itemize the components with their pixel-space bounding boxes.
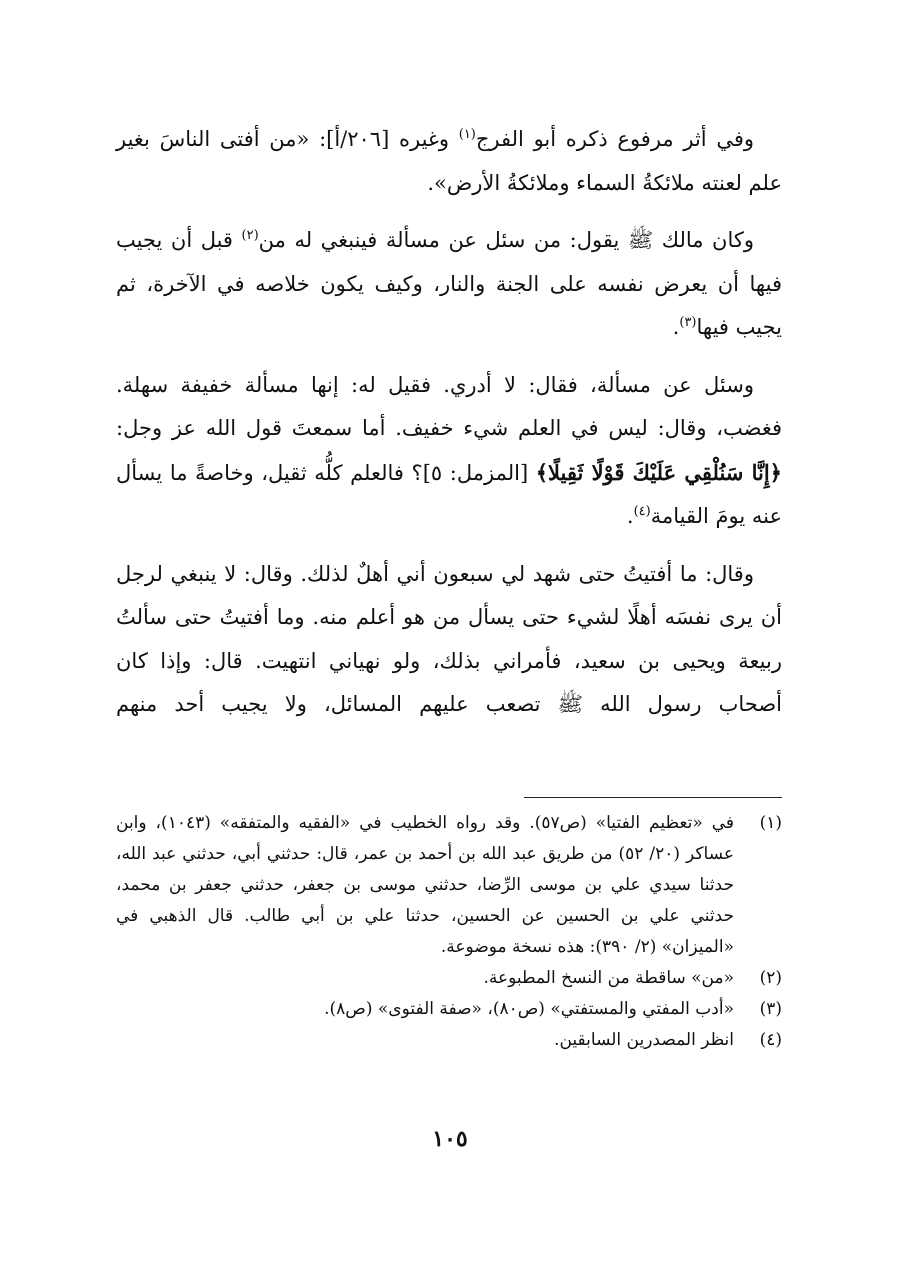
paragraph-4-text: وقال: ما أفتيتُ حتى شهد لي سبعون أني أهلٌ لذلك. وقال: لا ينبغي لرجل أن يرى نفسَه أهلًا لشيء حتى يسأل من هو أعلم منه. وما أفتيتُ حتى سألتُ ربيعة ويحيى بن سعيد، فأمراني بذلك، ولو نهياني انتهيت. قال: وإذا كان أصحاب رسول الله ﷺ تصعب عليهم المسائل، ولا يجيب أحد منهم: [116, 561, 782, 716]
footnote-number: (٣): [759, 999, 782, 1019]
paragraph-3-text-b: [المزمل: ٥]؟ فالعلم كلُّه ثقيل، وخاصةً ما يسأل عنه يومَ القيامة: [116, 460, 782, 528]
paragraph-3-text-a: وسئل عن مسألة، فقال: لا أدري. فقيل له: إنها مسألة خفيفة سهلة. فغضب، وقال: ليس في العلم شيء خفيف. أما سمعتَ قول الله عز وجل:: [116, 372, 782, 440]
paragraph-1-text-b: وغيره [٢٠٦/أ]: «من أفتى الناسَ بغير علم لعنته ملائكةُ السماء وملائكةُ الأرض».: [116, 127, 782, 195]
footnote-number: (١): [759, 813, 782, 833]
paragraph-3: [116, 364, 782, 539]
paragraph-1: [116, 118, 782, 205]
paragraph-3-text-c: .: [626, 504, 634, 528]
paragraph-2-text-a: وكان مالك ﷺ يقول: من سئل عن مسألة فينبغي له من: [258, 228, 754, 252]
footnote-text: «من» ساقطة من النسخ المطبوعة.: [483, 968, 734, 988]
footnote-ref-4: (٤): [633, 504, 651, 519]
paragraph-2: [116, 219, 782, 350]
paragraph-4: [116, 553, 782, 727]
footnote-text: «أدب المفتي والمستفتي» (ص٨٠)، «صفة الفتوى» (ص٨).: [324, 999, 734, 1019]
footnote-3: [116, 994, 782, 1025]
footnotes: [116, 808, 782, 1056]
main-text: [116, 118, 782, 727]
paragraph-2-text-b: قبل أن يجيب فيها أن يعرض نفسه على الجنة والنار، وكيف يكون خلاصه في الآخرة، ثم يجيب فيها: [116, 228, 782, 339]
footnote-text: انظر المصدرين السابقين.: [554, 1030, 734, 1050]
footnote-text: في «تعظيم الفتيا» (ص٥٧). وقد رواه الخطيب في «الفقيه والمتفقه» (١٠٤٣)، وابن عساكر (٢٠/ ٥٢) من طريق عبد الله بن أحمد بن عمر، قال: حدثني أبي، حدثني عبد الله، حدثنا سيدي علي بن موسى الرِّضا، حدثني موسى بن جعفر، حدثني جعفر بن محمد، حدثني علي بن الحسين عن الحسين، حدثنا علي بن أبي طالب. قال الذهبي في «الميزان» (٢/ ٣٩٠): هذه نسخة موضوعة.: [116, 813, 735, 957]
footnote-2: [116, 963, 782, 994]
footnote-4: [116, 1025, 782, 1056]
footnote-ref-2: (٢): [241, 228, 259, 243]
footnote-ref-1: (١): [458, 127, 476, 142]
page-number: ١٠٥: [432, 1126, 468, 1152]
paragraph-1-text-a: وفي أثر مرفوع ذكره أبو الفرج: [475, 127, 755, 151]
footnote-1: [116, 808, 782, 963]
quran-verse: ﴿إِنَّا سَنُلْقِي عَلَيْكَ قَوْلًا ثَقِيلًا﴾: [535, 459, 782, 485]
footnote-number: (٤): [759, 1030, 782, 1050]
footnote-ref-3: (٣): [679, 315, 697, 330]
footnote-separator: [524, 797, 782, 798]
paragraph-2-text-c: .: [672, 315, 680, 339]
footnote-number: (٢): [759, 968, 782, 988]
